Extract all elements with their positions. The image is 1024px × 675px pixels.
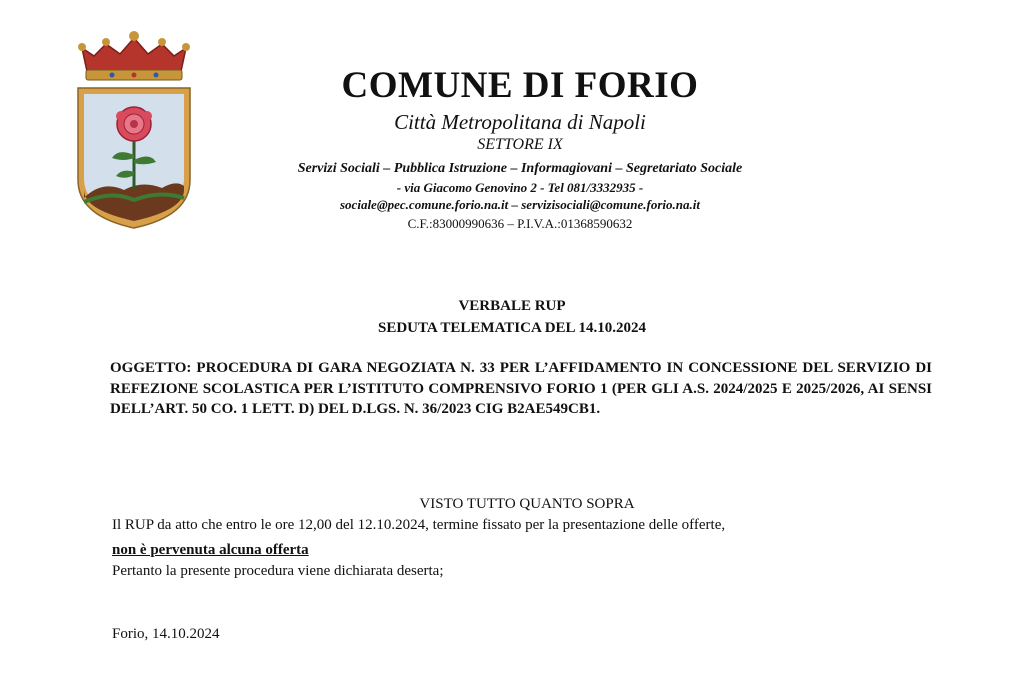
fiscal-codes: C.F.:83000990636 – P.I.V.A.:01368590632 [407,216,633,231]
no-offer-statement: non è pervenuta alcuna offerta [112,542,309,558]
subject-paragraph: OGGETTO: PROCEDURA DI GARA NEGOZIATA N. 33 PER L’AFFIDAMENTO IN CONCESSIONE DEL SERVIZIO DI REFEZIONE SCOLASTICA PER L’ISTITUTO COMPRENSIVO FORIO 1 (PER GLI A.S. 2024/2025 E 2025/2026, AI SENSI DELL’ART. 50 CO. 1 LETT. D) DEL D.LGS. N. 36/2023 CIG B2AE549CB1. [110,360,932,417]
coat-of-arms-icon [72,30,196,230]
crown-icon [78,31,190,80]
address-line: - via Giacomo Genovino 2 - Tel 081/3332935 - [396,180,644,195]
document-title: VERBALE RUP [458,298,566,314]
deserted-statement: Pertanto la presente procedura viene dichiarata deserta; [112,563,444,579]
metropolitan-city: Città Metropolitana di Napoli [394,110,646,134]
municipality-title: COMUNE DI FORIO [341,65,699,106]
rose-icon [116,107,152,141]
sector-label: SETTORE IX [477,136,563,153]
visto-heading: VISTO TUTTO QUANTO SOPRA [419,496,635,512]
rup-statement: Il RUP da atto che entro le ore 12,00 del 12.10.2024, termine fissato per la presentazione delle offerte, [112,517,726,533]
place-date: Forio, 14.10.2024 [112,626,220,642]
services-line: Servizi Sociali – Pubblica Istruzione – Informagiovani – Segretariato Sociale [297,161,743,176]
email-line: sociale@pec.comune.forio.na.it – servizisociali@comune.forio.na.it [340,197,700,212]
document-subtitle: SEDUTA TELEMATICA DEL 14.10.2024 [378,320,646,336]
